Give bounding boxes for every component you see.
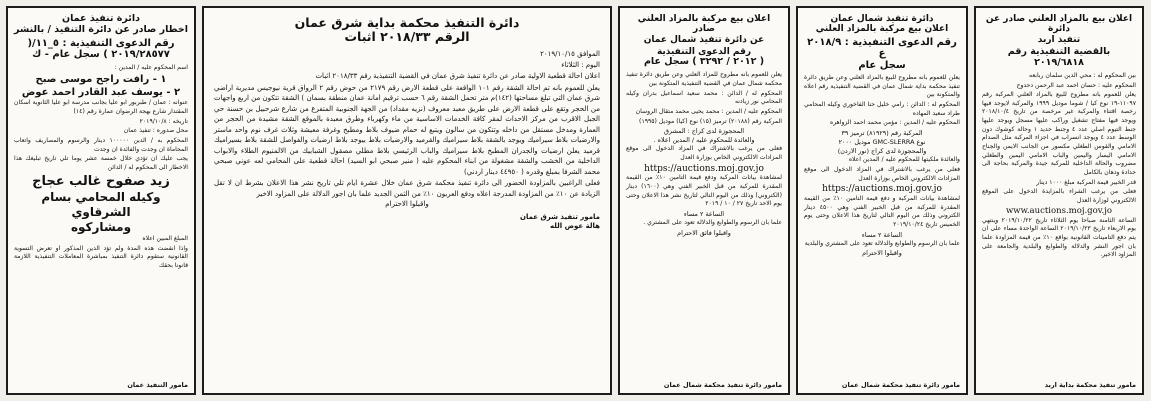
fees-note: علما بان الرسوم والطوابع والدلالة تعود على المشتري . xyxy=(643,219,782,227)
payment-deadline: يجب عليك ان تؤدي خلال خمسة عشر يوما تلي تاريخ تبليغك هذا الاخطار الى المحكوم له / الدائن xyxy=(14,155,188,171)
signature: مامور دائرة تنفيذ محكمة شمال عمان xyxy=(841,381,960,389)
creditor-lawyer: وكيله المحامي بسام الشرقاوي xyxy=(41,189,161,219)
deadline-time: الساعة ٢ مساء xyxy=(683,209,725,218)
vehicle-number: المركبة رقم (٨١٩٢٩) ترميز ٣٩ xyxy=(841,129,923,138)
defendant: المحكوم عليه / المدين : مؤمن محمد احمد الزواهره xyxy=(830,119,960,127)
signature-title: مامور تنفيذ شرق عمان xyxy=(519,213,600,221)
case-number-continued: ٢٠١٩/٢٨٥٧٧ ) سجل عام - ك xyxy=(32,49,170,61)
plaintiff: المحكوم له : الدائن : رامي خليل حنا الفاخوري وكيله المحامي طراد سعيد المهاده xyxy=(804,101,960,117)
auction-url[interactable]: https://auctions.moj.gov.jo xyxy=(822,184,942,195)
ownership: والعائدة ملكيتها للمحكوم عليه / المدين اعلاه xyxy=(848,156,960,164)
notice-north-amman-gmc xyxy=(796,6,968,395)
notice-subtitle: اخطار صادر عن دائرة التنفيذ / بالنشر xyxy=(14,23,188,35)
amount-note: المبلغ المبين اعلاه xyxy=(142,234,188,242)
notice-irbid-auction xyxy=(974,6,1144,395)
judgment-amount: المحكوم به / الدين ١٠٠٠٠٠ دينار والرسوم والمصاريف واتعاب المحاماة ان وجدت والفائدة ان وجدت xyxy=(14,137,188,153)
garage: المحجوزة لدى كراج : المشرق xyxy=(663,127,745,136)
bidding-instructions: فعلى من يرغب بالاشتراك في المزاد الدخول الى موقع المزادات الالكتروني الخاص بوزارة العدل xyxy=(626,145,782,161)
day: اليوم : الثلاثاء xyxy=(561,60,600,69)
notice-north-amman-kia xyxy=(618,6,790,395)
defendant-2: ٢ - يوسف عبد القادر احمد عوض xyxy=(21,87,181,99)
case-label: رقم الدعوى التنفيذية xyxy=(656,47,752,58)
vehicle-number: المركبة رقم (٢٠١٨٨) ترميز (١٥) نوع (كيا) موديل (١٩٩٥) xyxy=(639,117,782,125)
case-number: الرقم ٢٠١٨/٣٣ اثبات xyxy=(344,29,470,45)
auction-url[interactable]: www.auctions.moj.gov.jo xyxy=(1006,206,1112,217)
case-number: رقم الدعوى التنفيذية : ٢٠١٨/٩ ع xyxy=(807,36,957,60)
garage: والمحجوزة لدى كراج (نور الاردن) xyxy=(837,147,927,156)
vehicle-description: يعلن للعموم بانه مطروح للبيع بالمزاد العلني المركبة رقم ١١٠٩٧-١٩ نوع كيا / شوما موديل ١٩٩٩ والمركبة لايوجد فيها رخصة اقتناء والمركبة غير مرخصة من تاريخ ٢٠١٨/١٠/٤ ويوجد فيها مفتاح تشغيل وراكب عليها مسجل ويوجد عليها جنط التيوم اصلي عدد ٤ وجنط حديد ١ وحالة كوشوك دون الوسط عدد ٤ ويوجد انسراب في اجزاء المركبة مثل الصدام الامامي والقوس الطغلي مكسور من الجانب الايمن والجناح الامامي اليسار واليمين والباب الامامي اليمين والطغلي مضروب والحالة الداخلية للمركبة جيدة والمركبة بحاجة الى حدادة ودهان بالكامل xyxy=(982,91,1136,176)
notice-subtitle: عن دائرة تنفيذ شمال عمان xyxy=(643,34,765,45)
notice-subtitle: تنفيذ اربد xyxy=(1037,34,1081,45)
auction-url[interactable]: https://auctions.moj.gov.jo xyxy=(644,163,764,174)
notice-title: اعلان بيع بالمزاد العلني صادر عن دائرة xyxy=(985,14,1133,35)
address: عنوانه : عمان / طبربور ابو عليا بجانب مدرسة ابو عليا الثانوية اسكان المقتدار شارع بهجة الرضوان عمارة رقم (١٤) xyxy=(14,99,188,116)
announcement-intro: اعلان احالة قطعية الاولية صادر عن دائرة تنفيذ شرق عمان في القضية التنفيذية رقم ٢٠١٨/٣٣ اثبات xyxy=(315,71,600,80)
regards: واقبلوا الاحترام xyxy=(385,200,429,209)
auction-schedule: الساعة الثامنة صباحا يوم الثلاثاء تاريخ ٢٠١٩/١٠/٢٢ وينتهي يوم الاربعاء تاريخ ٢٠١٩/١٠/٢٣ الساعة الواحدة مساء على ان يتم دفع التامينات القانونية بواقع ١٠٪ من قيمة المزاودة علما بان اجور النشر والدلالة والطوابع والبلدية والجامعة على المزاود الاخير. xyxy=(982,216,1136,259)
deposit-terms: لمشاهدة بيانات المركبة و دفع قيمة التامين ١٠٪ من القيمة المقدرة للمركبة من قبل الخبير الفني وهي ٤٥٠٠ دينار الكتروني وذلك من اليوم التالي لتاريخ هذا الاعلان وحتى يوم الخميس تاريخ ٢٠١٩/١٠/٢٤ xyxy=(804,195,960,228)
defendant: المحكوم عليه : حسان احمد عبد الرحمن دحدوح xyxy=(1016,81,1136,89)
signature: مامور تنفيذ محكمة بداية اربد xyxy=(1044,381,1136,389)
signature: مامور التنفيذ عمان xyxy=(127,381,188,389)
notice-title: اعلان بيع مركبة بالمزاد العلني صادر xyxy=(637,14,771,35)
signature-name: هالة عوض الله xyxy=(550,222,600,231)
regards: واقبلوا الاحترام xyxy=(862,249,902,258)
signature: مامور دائرة تنفيذ محكمة شمال عمان xyxy=(663,381,782,389)
notice-title: دائرة التنفيذ محكمة بداية شرق عمان xyxy=(294,15,520,30)
defendant-label: اسم المحكوم عليه / المدين : xyxy=(114,63,188,71)
date: الموافق ٢٠١٩/١٠/١٥ xyxy=(540,49,600,58)
deposit-terms: لمشاهدة بيانات المركبة ودفع قيمة التامين ١٠٪ من القيمة المقدرة للمركبة من قبل الخبير الفني وهي (١٦٠٠) دينار (الكتروني) وذلك من اليوم التالي لتاريخ نشر هذا الاعلان وحتى يوم الاحد تاريخ ٢٧ / ١٠ / ٢٠١٩ xyxy=(626,174,783,208)
defendant-1: ١ - رافت راجح موسى صبح xyxy=(35,74,167,86)
notice-title: دائرة تنفيذ شمال عمان xyxy=(830,14,934,24)
plaintiff: بين المحكوم له : محي الدين سلمان ربابعه xyxy=(1029,71,1136,79)
fees-note: علما بان الرسوم والطوابع والدلالة تعود على المشتري والبلدية xyxy=(804,239,960,247)
bidding-terms: فعلى الراغبين بالمزاودة الحضور الى دائرة تنفيذ محكمة شرق عمان خلال عشرة ايام تلي تاريخ نشر هذا الاعلان بشرط ان لا تقل الزيادة عن ١٠٪ من المزاودة المدرجة اعلاه ودفع العربون ١٠٪ من الثمن الجديد علما بان اجور الدلالة على المزاود الاخير xyxy=(214,179,600,198)
case-number: رقم الدعوى التنفيذية : ٥_١١/( xyxy=(27,37,175,49)
plaintiff: المحكوم له / الدائن : محمد سعيد اسماعيل بدران وكيله المحامي نور زيادنه xyxy=(626,89,782,106)
creditor-partners: ومشاركوه xyxy=(70,219,132,234)
ownership: والعائدة للمحكوم عليه / المدين اعلاه . xyxy=(653,136,755,145)
intro: يعلن للعموم بانه مطروح للمزاد العلني وعن طريق دائرة تنفيذ محكمة شمال عمان في القضية التنفيذية المتكونة بين xyxy=(626,71,782,87)
register-type: سجل عام xyxy=(858,59,906,71)
bidding-instructions: فعلى من يرغب الشراء بالمزايدة الدخول على الموقع الالكتروني لوزارة العدل xyxy=(982,188,1136,204)
case-number: ( ٢٠١٢ / ٣٢٩٢ ) سجل عام xyxy=(643,56,765,68)
notice-east-amman-apartment xyxy=(202,6,612,395)
intro: يعلن للعموم بانه مطروح للبيع بالمزاد العلني وعن طريق دائرة تنفيذ محكمة بداية شمال عمان في القضية التنفيذية رقم اعلاه والمتكونة بين xyxy=(804,74,960,99)
notice-subtitle: اعلان بيع مركبة بالمزاد العلني xyxy=(815,24,949,35)
property-description: يعلن للعموم بانه تم احالة الشقة رقم ١٠١ الواقعة على قطعة الارض رقم ٢١٧٩ من حوض رقم ٢ الرواق قرية نيوجيس مديرية اراضي شرق عمان التي تبلغ مساحتها (١٤٢)م متر تحمل الشقة رقم ٦ حسب ترقيم امانة عمان منطقة بسمان ) الشقة تتكون من اربع واجهات من الحجر وتقع على قطعة الارض على طريق معبد معروف (نزيه مقداد) من الجهة الجنوبية المتفرع من شارع شرحبيل بن حسنة حي الجبل الاقرب من مركز الاحداث لمقر كافة الخدمات الاساسية من ماء وكهرباء وطرق معبدة بالموقع الشقة مشيدة من الحجر من العمارة ومدخل مستقل من داخله وتتكون من سالون ويتبع له حمام ضيوف بلاط ومطبخ وغرفة معيشة وثلاث غرف نوم واحد ماستر والارضيات بلاط سيراميك ويوجد بالشقة بلاط سيراميك والقرميد والارضيات بلاط بيوجد بلاط ارضيات والفواصل للشقة بلاط بسيراميك قرميد يعلن ارضيات والجدران المطبخ بلاط سيراميك والباب الرئيسي بلاط مطلي مصقول الشبابيك من الالمنيوم الطلاء والابواب الداخلية من الخشب والشقة مشغولة من ابناء المحكوم عليه ( منير صبحي ابو السيد) احالة قطعية على المحامي لعه عوني صبحي محمد الشرفا بمبلغ وقدره ( ٤٤٩٥٠ دينار اردني) xyxy=(214,83,600,176)
creditor-name: زيد صفوح غالب عجاج xyxy=(32,173,170,189)
bidding-instructions: فعلى من يرغب بالاشتراك في المزاد الدخول الى موقع المزادات الالكتروني الخاص بوزارة العدل xyxy=(804,165,960,182)
warning: واذا انقضت هذه المدة ولم تؤد الدين المذكور او تعرض التسوية القانونية ستقوم دائرة التنفيذ بمباشرة المعاملات التنفيذية اللازمة قانونا بحقك xyxy=(14,244,188,269)
vehicle-model: نوع GMC-SLERRA موديل ٢٠٠٠ xyxy=(838,138,926,147)
issue-date: تاريخه : ٢٠١٩/١٠/٨ xyxy=(139,117,188,125)
case-number: بالقضية التنفيذية رقم ٢٠١٩/٦٨١٨ xyxy=(1007,46,1111,68)
deadline-time: الساعة ٢ مساء xyxy=(861,230,903,239)
defendant: المحكوم عليه / المدين : محمد يحيى محمد متقال الروسان xyxy=(635,107,782,115)
notice-amman-notification xyxy=(6,6,196,395)
regards: واقبلوا فائق الاحترام xyxy=(677,228,731,237)
estimated-value: قدر الخبير قيمة المركبة مبلغ ١٠٠٠ دينار xyxy=(1036,178,1136,186)
issue-place: محل صدوره : تنفيذ عمان xyxy=(123,127,188,135)
notice-title: دائرة تنفيذ عمان xyxy=(61,13,140,24)
